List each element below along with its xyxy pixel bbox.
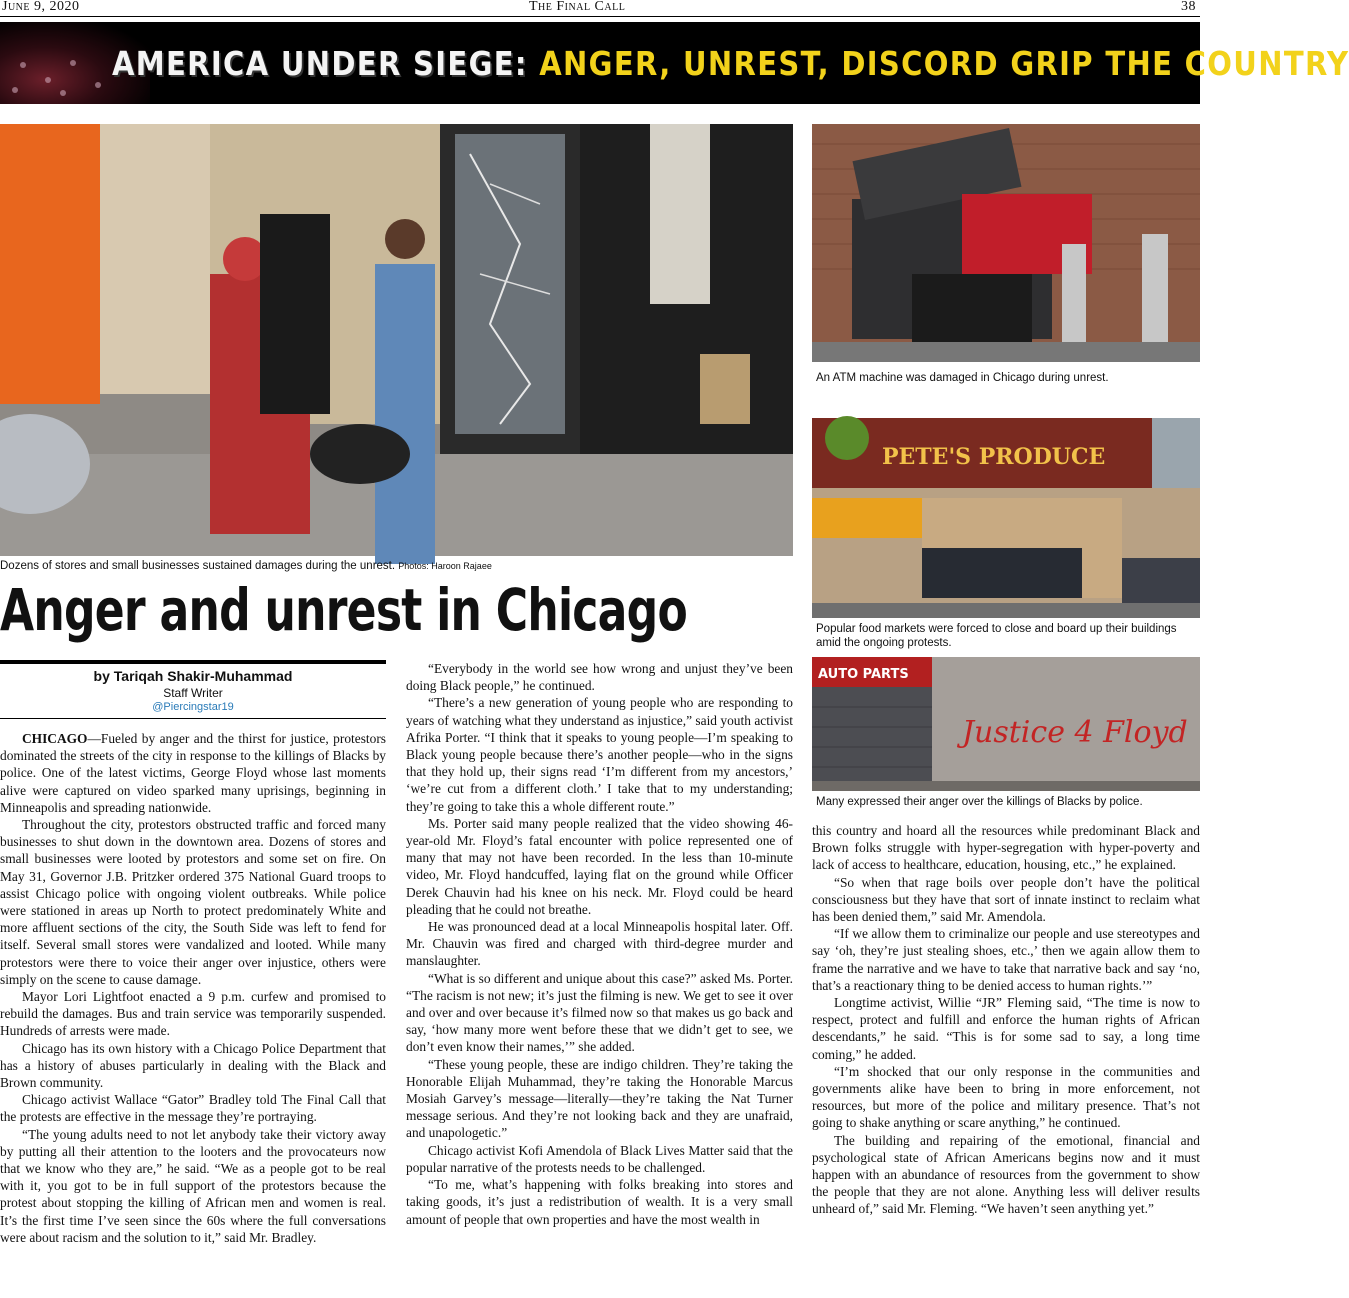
article-paragraph: “What is so different and unique about this case?” asked Ms. Porter. “The racism is not new; it’s just the filming is new. We get to see it over and over and over because it’s filmed now so that makes us go back and say, ‘how many more went before these that we didn’t get to see, we don’t even know their names,’” she added. [406,970,793,1055]
article-paragraph: “To me, what’s happening with folks breaking into stores and taking goods, it’s just a redistribution of wealth. It is a very small amount of people that own properties and have the most wealth in [406,1177,793,1227]
article-paragraph: Chicago activist Wallace “Gator” Bradley told The Final Call that the protests are effective in the message they’re portraying. [0,1092,386,1125]
atm-photo [812,124,1200,362]
article-paragraph: Chicago has its own history with a Chicago Police Department that has a history of abuses particularly in dealing with the Black and Brown community. [0,1040,386,1091]
photo-credit: Photos: Haroon Rajaee [398,561,492,571]
running-header [0,0,1200,17]
byline: by Tariqah Shakir-Muhammad [93,668,293,684]
graffiti-text: Justice 4 Floyd [962,715,1188,750]
article-paragraph: Longtime activist, Willie “JR” Fleming said, “The time is now to respect, protect and fulfill and enforce the human rights of African descendants,” he said. “This is for some sad to say, a long time coming,” he added. [812,995,1200,1062]
article-paragraph: Chicago activist Kofi Amendola of Black Lives Matter said that the popular narrative of the protests needs to be challenged. [406,1142,793,1175]
article-paragraph: “The young adults need to not let anybody take their victory away by putting all their attention to the looters and the provocateurs now that we know who they are,” he said. “We as a people got to be real with it, you got to be in full support of the protestors because the protest about stopping the killing of African men and women is real. It’s the first time I’ve seen since the 60s where the full conversations were about racism and the solution to it,” said Mr. Bradley. [0,1126,386,1245]
produce-photo-caption: Popular food markets were forced to close and board up their buildings amid the ongoing protests. [816,623,1177,649]
store-sign-text: AUTO PARTS [818,667,909,682]
byline-rule [0,660,386,664]
article-paragraph: He was pronounced dead at a local Minneapolis hospital later. Off. Mr. Chauvin was fired and charged with third-degree murder and manslaughter. [406,919,793,969]
article-paragraph: “If we allow them to criminalize our people and use stereotypes and say ‘oh, they’re just stealing shoes, etc.,’ then we again allow them to frame the narrative and we have to take that narrative back and say ‘no, that’s a reactionary thing to be denied access to human rights.’” [812,926,1200,993]
article-paragraph: “I’m shocked that our only response in the communities and governments alike have been to bring in more enforcement, not resources, but more of the police and military presence. That’s not going to shake anything or scare anything,” he continued. [812,1063,1200,1131]
byline-divider [0,718,386,719]
graffiti-photo [812,657,1200,791]
article-paragraph: Throughout the city, protestors obstructed traffic and forced many businesses to shut down in the downtown area. Dozens of stores and small businesses were looted by protestors and some set on fire. On May 31, Governor J.B. Pritzker ordered 375 National Guard troops to assist Chicago police with ongoing violent outbreaks. While police were stationed in areas up North to protect predominately White and more affluent sections of the city, the South Side was left to fend for itself. Several small stores were vandalized and looted. While many protestors were there to voice their anger over injustice, others were simply on the scene to cause damage. [0,817,386,987]
graffiti-photo-caption: Many expressed their anger over the killings of Blacks by police. [816,796,1143,808]
article-paragraph: “There’s a new generation of young people who are responding to years of watching what they understand as injustice,” said youth activist Afrika Porter. “I think that it speaks to young people—I’m speaking to Black young people because there’s another people—who in the signs that they hold up, their signs read ‘I’m different from my ancestors,’ ‘we’re cut from a different cloth.’ I take that to my understanding; they’re going to take this a whole different route.” [406,695,793,814]
article-paragraph: “These young people, these are indigo children. They’re taking the Honorable Elijah Muhammad, they’re taking the Honorable Marcus Mosiah Garvey’s message—literally—they’re taking the Nat Turner message serious. And they’re not looking back and they are unafraid, and unapologetic.” [406,1056,793,1141]
issue-date: June 9, 2020 [2,0,80,14]
article-column-1 [0,730,386,1246]
author-role: Staff Writer [163,686,223,700]
store-sign-text: PETE'S PRODUCE [882,444,1106,470]
main-photo-looted-store [0,124,793,556]
article-paragraph: CHICAGO—Fueled by anger and the thirst for justice, protestors dominated the streets of the city in response to the killings of Blacks by police. One of the latest victims, George Floyd whose last moments alive were captured on video sparked many uprisings, beginning in Minneapolis and spreading nationwide. [0,731,386,815]
article-paragraph: Ms. Porter said many people realized that the video showing 46-year-old Mr. Floyd’s fatal encounter with police represented one of many that may not have been recorded. In the less than 10-minute video, Mr. Floyd handcuffed, laying flat on the ground while Officer Derek Chauvin had his knee on his neck. Mr. Floyd could be heard pleading that he could not breathe. [406,815,793,917]
atm-photo-caption: An ATM machine was damaged in Chicago during unrest. [816,372,1109,384]
section-banner [0,22,1349,104]
article-paragraph: “Everybody in the world see how wrong and unjust they’ve been doing Black people,” he continued. [406,661,793,694]
article-headline: Anger and unrest in Chicago [0,576,687,644]
article-column-3 [812,822,1200,1218]
author-handle[interactable]: @Piercingstar19 [152,701,234,713]
dateline: CHICAGO [22,731,88,746]
article-column-2 [406,660,793,1228]
produce-market-photo [812,418,1200,618]
article-paragraph: The building and repairing of the emotional, financial and psychological state of African Americans begins now and it must happen with an abundance of resources from the government to show the people that they are not alone. Anything less will deliver results unheard of,” said Mr. Fleming. “We haven’t seen anything yet.” [812,1132,1200,1217]
article-paragraph: “So when that rage boils over people don’t have the political consciousness but they have that sort of innate instinct to reclaim what has been denied them,” said Mr. Amendola. [812,874,1200,925]
banner-title: AMERICA UNDER SIEGE: ANGER, UNREST, DISCORD GRIP THE COUNTRY [112,44,1349,83]
page-number: 38 [1181,0,1196,14]
article-paragraph: this country and hoard all the resources while predominant Black and Brown folks struggle with hyper-segregation with hyper-poverty and lack of access to healthcare, education, housing, etc.,” he explained. [812,823,1200,873]
publication-name: The Final Call [529,0,626,14]
article-paragraph: Mayor Lori Lightfoot enacted a 9 p.m. curfew and promised to rebuild the damages. Bus and train service was temporarily suspended. Hundreds of arrests were made. [0,989,386,1039]
main-photo-caption: Dozens of stores and small businesses sustained damages during the unrest. Photos: Haroon Rajaee [0,560,492,572]
